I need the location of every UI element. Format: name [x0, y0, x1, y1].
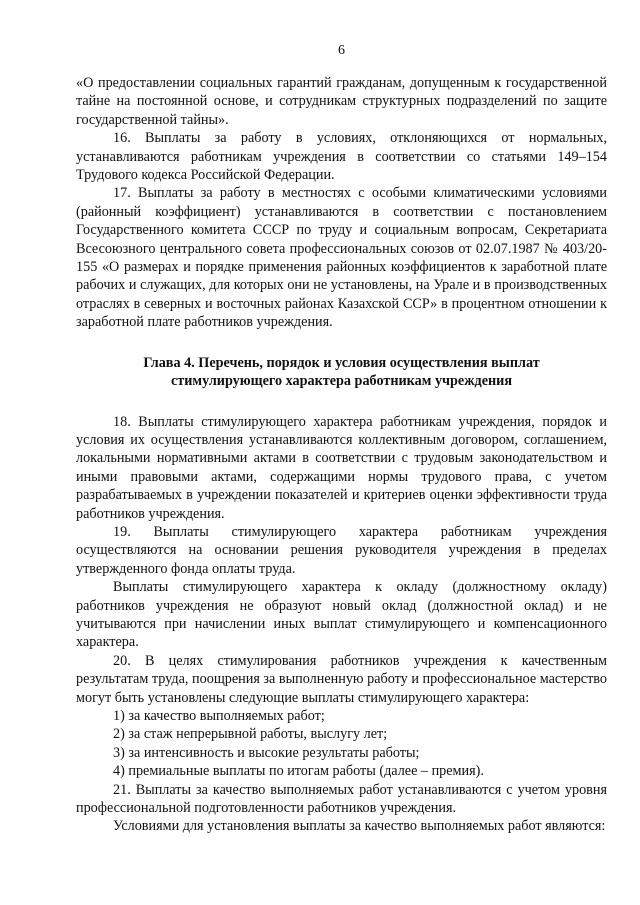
- list-item-3: 3) за интенсивность и высокие результаты работы;: [113, 744, 420, 761]
- paragraph-17: 17. Выплаты за работу в местностях с особыми климатическими условиями (районный коэффициент) устанавливаются в соответствии с постановлением Государственного комитета СССР по труду и социальным вопросам, Секретариата Всесоюзного центрального совета профессиональных союзов от 02.07.1987 № 403/20-155 «О размерах и порядке применения районных коэффициентов к заработной плате рабочих и служащих, для которых они не установлены, на Урале и в производственных отраслях в северных и восточных районах Казахской ССР» в процентном отношении к заработной плате работников учреждения.: [76, 185, 607, 331]
- chapter-heading-line-1: Глава 4. Перечень, порядок и условия осуществления выплат: [143, 354, 540, 371]
- paragraph-16: 16. Выплаты за работу в условиях, отклоняющихся от нормальных, устанавливаются работникам учреждения в соответствии со статьями 149–154 Трудового кодекса Российской Федерации.: [76, 130, 607, 184]
- page-number: 6: [338, 43, 345, 58]
- paragraph-19-continuation: Выплаты стимулирующего характера к окладу (должностному окладу) работников учреждения не образуют новый оклад (должностной оклад) и не учитываются при начислении иных выплат стимулирующего и компенсационного характера.: [76, 579, 607, 651]
- paragraph-21-conditions: Условиями для установления выплаты за качество выполняемых работ являются:: [113, 818, 606, 835]
- chapter-heading: [76, 354, 607, 391]
- paragraph-18: 18. Выплаты стимулирующего характера работникам учреждения, порядок и условия их осуществления устанавливаются коллективным договором, соглашением, локальными нормативными актами в соответствии с трудовым законодательством и иными правовыми актами, содержащими нормы трудового права, с учетом разрабатываемых в учреждении показателей и критериев оценки эффективности труда работников учреждения.: [76, 413, 607, 522]
- paragraph-20: 20. В целях стимулирования работников учреждения к качественным результатам труда, поощрения за выполненную работу и профессиональное мастерство могут быть установлены следующие выплаты стимулирующего характера:: [76, 652, 607, 706]
- paragraph-continuation: «О предоставлении социальных гарантий гражданам, допущенным к государственной тайне на постоянной основе, и сотрудникам структурных подразделений по защите государственной тайны».: [76, 75, 607, 128]
- paragraph-21: 21. Выплаты за качество выполняемых работ устанавливаются с учетом уровня профессиональной подготовленности работников учреждения.: [76, 781, 607, 817]
- list-item-1: 1) за качество выполняемых работ;: [113, 708, 325, 724]
- list-item-2: 2) за стаж непрерывной работы, выслугу лет;: [113, 726, 388, 743]
- chapter-heading-line-2: стимулирующего характера работникам учреждения: [170, 373, 513, 390]
- paragraph-19: 19. Выплаты стимулирующего характера работникам учреждения осуществляются на основании решения руководителя учреждения в пределах утвержденного фонда оплаты труда.: [76, 523, 607, 577]
- list-item-4: 4) премиальные выплаты по итогам работы (далее – премия).: [113, 763, 484, 780]
